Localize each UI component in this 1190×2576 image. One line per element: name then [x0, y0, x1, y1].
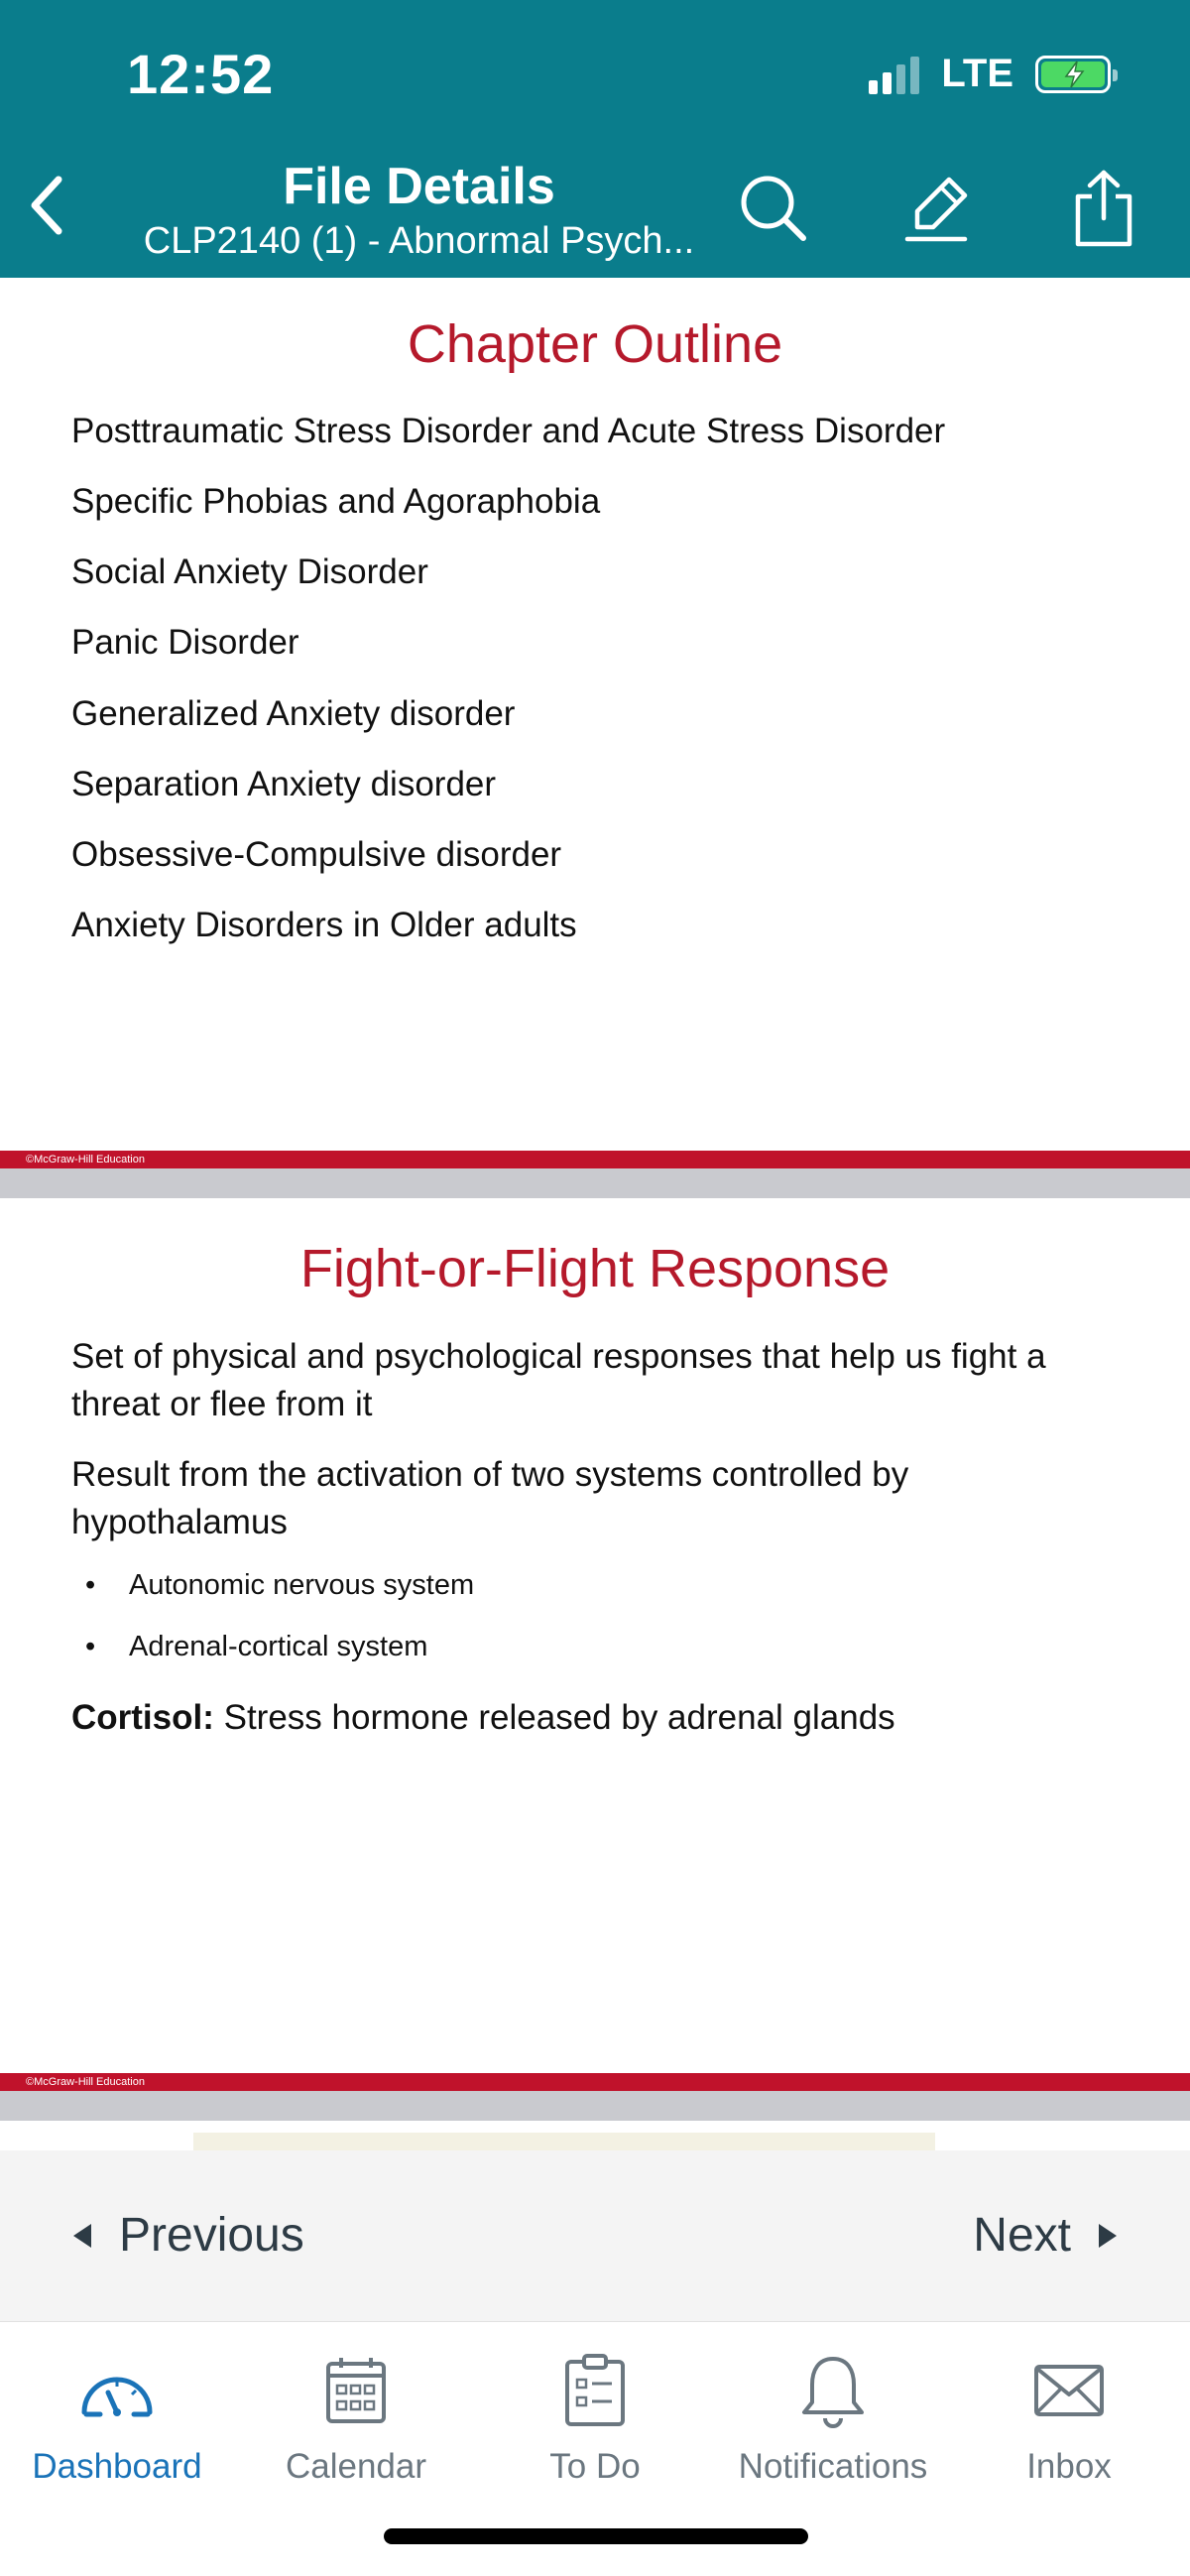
list-item: Obsessive-Compulsive disorder	[71, 835, 562, 874]
envelope-icon	[1033, 2363, 1105, 2418]
next-slide-peek	[193, 2133, 935, 2150]
todo-clipboard-icon	[564, 2354, 626, 2427]
systems-paragraph: Result from the activation of two systems controlled by hypothalamus	[71, 1455, 909, 1541]
annotate-button[interactable]	[898, 169, 978, 248]
list-item: Generalized Anxiety disorder	[71, 694, 516, 733]
tab-label: Notifications	[738, 2447, 928, 2486]
list-item: Anxiety Disorders in Older adults	[71, 906, 577, 944]
calendar-icon	[325, 2356, 387, 2425]
slide-footer-bar	[0, 2073, 1190, 2091]
slide-title: Chapter Outline	[407, 314, 783, 374]
tab-notifications[interactable]	[714, 2348, 952, 2487]
bullet-item: • Adrenal-cortical system	[129, 1631, 427, 1663]
next-label: Next	[973, 2209, 1071, 2262]
tab-calendar[interactable]	[237, 2348, 475, 2487]
status-time: 12:52	[127, 43, 275, 105]
bullet-item: • Autonomic nervous system	[129, 1569, 474, 1602]
app-header	[0, 0, 1190, 278]
slide-fight-or-flight	[0, 1198, 1190, 2073]
page-title: File Details	[283, 158, 555, 215]
slide-separator	[0, 1168, 1190, 1198]
tab-dashboard[interactable]	[0, 2348, 236, 2487]
dashboard-gauge-icon	[78, 2363, 156, 2418]
slide-separator	[0, 2091, 1190, 2121]
share-button[interactable]	[1064, 169, 1143, 248]
search-icon	[738, 173, 809, 244]
cortisol-definition	[71, 1694, 1113, 1742]
tab-todo[interactable]	[476, 2348, 714, 2487]
previous-button[interactable]	[73, 2208, 304, 2263]
highlighter-icon	[903, 174, 973, 243]
cell-signal-icon	[869, 55, 919, 94]
copyright-text: ©McGraw-Hill Education	[26, 2076, 145, 2088]
file-name: CLP2140 (1) - Abnormal Psych...	[143, 220, 695, 262]
slide-title: Fight-or-Flight Response	[299, 1239, 891, 1298]
tab-inbox[interactable]	[950, 2348, 1188, 2487]
pager-bar	[0, 2150, 1190, 2321]
list-item: Panic Disorder	[71, 623, 299, 662]
list-item: Posttraumatic Stress Disorder and Acute Stress Disorder	[71, 412, 946, 450]
battery-icon	[1035, 56, 1111, 93]
term-definition: Stress hormone released by adrenal glands	[213, 1698, 895, 1737]
copyright-text: ©McGraw-Hill Education	[26, 1154, 145, 1165]
list-item: Social Anxiety Disorder	[71, 552, 428, 591]
status-indicators	[869, 52, 1111, 96]
tab-label: Inbox	[1026, 2447, 1112, 2486]
tab-label: To Do	[549, 2447, 641, 2486]
slide-footer-bar	[0, 1151, 1190, 1168]
caret-left-icon	[73, 2224, 91, 2248]
search-button[interactable]	[734, 169, 813, 248]
share-icon	[1072, 169, 1135, 248]
list-item: Specific Phobias and Agoraphobia	[71, 482, 601, 521]
previous-label: Previous	[119, 2209, 304, 2262]
network-type: LTE	[941, 52, 1013, 95]
bell-icon	[800, 2353, 866, 2428]
caret-right-icon	[1099, 2224, 1117, 2248]
home-indicator	[384, 2528, 808, 2544]
definition-paragraph: Set of physical and psychological responses that help us fight a threat or flee from it	[71, 1337, 1046, 1423]
list-item: Separation Anxiety disorder	[71, 765, 497, 803]
tab-label: Calendar	[285, 2447, 427, 2486]
tab-label: Dashboard	[32, 2447, 202, 2486]
slide-chapter-outline	[0, 278, 1190, 1151]
charging-bolt-icon	[1060, 60, 1090, 89]
next-button[interactable]	[973, 2208, 1117, 2263]
term-cortisol: Cortisol:	[71, 1698, 214, 1737]
